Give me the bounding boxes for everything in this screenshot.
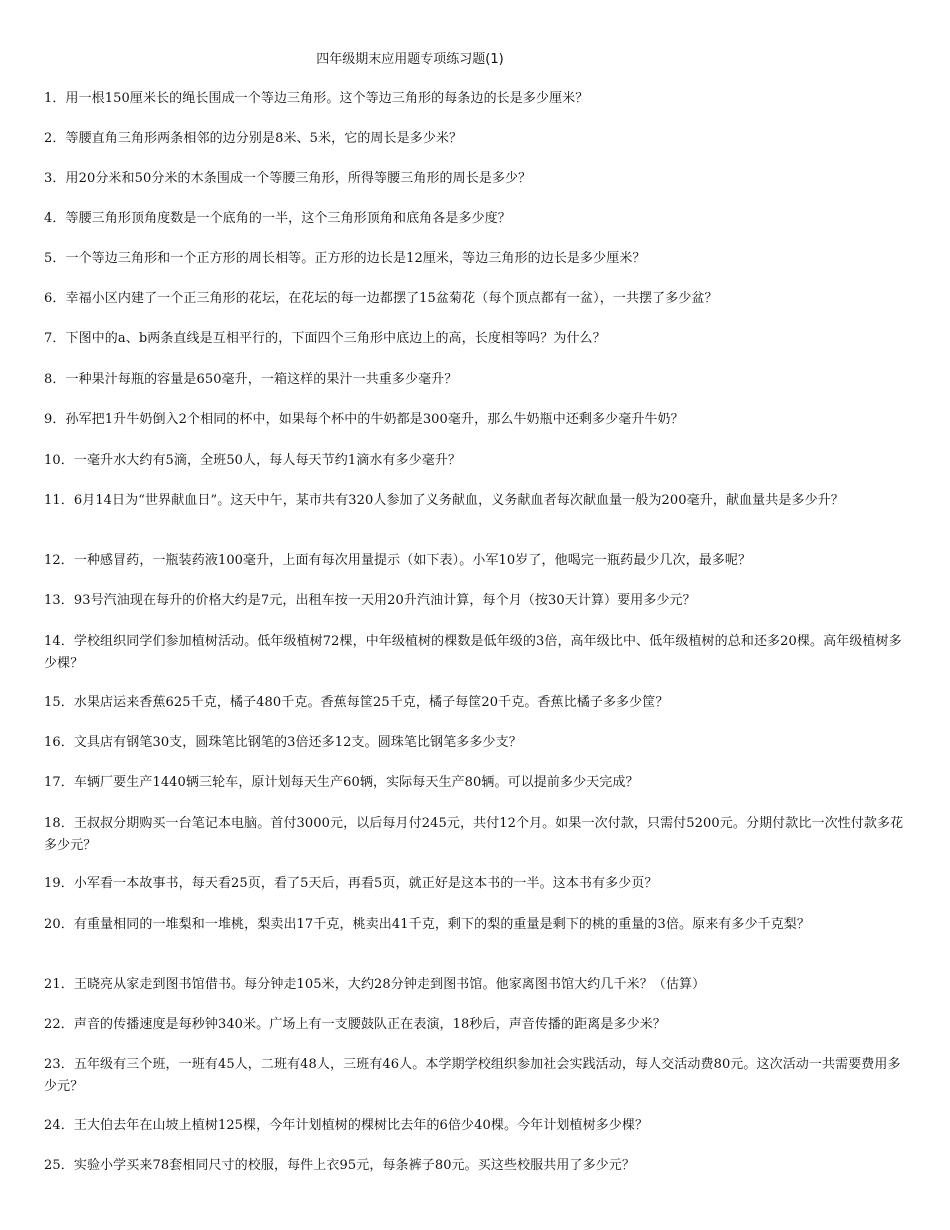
question-16: 16．文具店有钢笔30支，圆珠笔比钢笔的3倍还多12支。圆珠笔比钢笔多多少支？ — [44, 735, 522, 750]
question-5: 5．一个等边三角形和一个正方形的周长相等。正方形的边长是12厘米，等边三角形的边长是多少厘米？ — [44, 251, 646, 266]
question-6: 6．幸福小区内建了一个正三角形的花坛，在花坛的每一边都摆了15盆菊花（每个顶点都有一盆），一共摆了多少盆？ — [44, 291, 718, 306]
question-9: 9．孙军把1升牛奶倒入2个相同的杯中，如果每个杯中的牛奶都是300毫升，那么牛奶瓶中还剩多少毫升牛奶？ — [44, 412, 684, 427]
question-7: 7．下图中的a、b两条直线是互相平行的，下面四个三角形中底边上的高，长度相等吗？为什么？ — [44, 331, 606, 346]
question-1: 1．用一根150厘米长的绳长围成一个等边三角形。这个等边三角形的每条边的长是多少厘米？ — [44, 91, 589, 106]
question-4: 4．等腰三角形顶角度数是一个底角的一半，这个三角形顶角和底角各是多少度？ — [44, 211, 511, 226]
question-11: 11．6月14日为“世界献血日”。这天中午，某市共有320人参加了义务献血，义务献血者每次献血量一般为200毫升，献血量共是多少升？ — [44, 493, 844, 508]
question-22: 22．声音的传播速度是每秒钟340米。广场上有一支腰鼓队正在表演，18秒后，声音传播的距离是多少米？ — [44, 1017, 666, 1032]
question-19: 19．小军看一本故事书，每天看25页，看了5天后，再看5页，就正好是这本书的一半。这本书有多少页？ — [44, 876, 658, 891]
question-24: 24．王大伯去年在山坡上植树125棵，今年计划植树的棵树比去年的6倍少40棵。今年计划植树多少棵？ — [44, 1118, 649, 1133]
question-18: 18．王叔叔分期购买一台笔记本电脑。首付3000元，以后每月付245元，共付12个月。如果一次付款，只需付5200元。分期付款比一次性付款多花多少元？ — [44, 816, 904, 853]
question-3: 3．用20分米和50分米的木条围成一个等腰三角形，所得等腰三角形的周长是多少？ — [44, 171, 532, 186]
question-25: 25．实验小学买来78套相同尺寸的校服，每件上衣95元，每条裤子80元。买这些校服共用了多少元？ — [44, 1158, 635, 1173]
question-17: 17．车辆厂要生产1440辆三轮车，原计划每天生产60辆，实际每天生产80辆。可以提前多少天完成？ — [44, 775, 639, 790]
question-10: 10．一毫升水大约有5滴，全班50人，每人每天节约1滴水有多少毫升？ — [44, 453, 462, 468]
question-23: 23．五年级有三个班，一班有45人，二班有48人，三班有46人。本学期学校组织参加社会实践活动，每人交活动费80元。这次活动一共需要费用多少元？ — [44, 1057, 901, 1094]
document-title: 四年级期末应用题专项练习题(1) — [316, 52, 504, 67]
question-14: 14．学校组织同学们参加植树活动。低年级植树72棵，中年级植树的棵数是低年级的3倍，高年级比中、低年级植树的总和还多20棵。高年级植树多少棵？ — [44, 634, 902, 671]
question-2: 2．等腰直角三角形两条相邻的边分别是8米、5米，它的周长是多少米？ — [44, 131, 463, 146]
question-12: 12．一种感冒药，一瓶装药液100毫升，上面有每次用量提示（如下表）。小军10岁了，他喝完一瓶药最少几次，最多呢？ — [44, 553, 752, 568]
question-15: 15．水果店运来香蕉625千克，橘子480千克。香蕉每筐25千克，橘子每筐20千克。香蕉比橘子多多少筐？ — [44, 695, 669, 710]
question-8: 8．一种果汁每瓶的容量是650毫升，一箱这样的果汁一共重多少毫升？ — [44, 372, 458, 387]
question-21: 21．王晓亮从家走到图书馆借书。每分钟走105米，大约28分钟走到图书馆。他家离图书馆大约几千米？（估算） — [44, 977, 706, 992]
question-13: 13．93号汽油现在每升的价格大约是7元，出租车按一天用20升汽油计算，每个月（按30天计算）要用多少元？ — [44, 593, 696, 608]
question-20: 20．有重量相同的一堆梨和一堆桃，梨卖出17千克，桃卖出41千克，剩下的梨的重量是剩下的桃的重量的3倍。原来有多少千克梨？ — [44, 917, 810, 932]
